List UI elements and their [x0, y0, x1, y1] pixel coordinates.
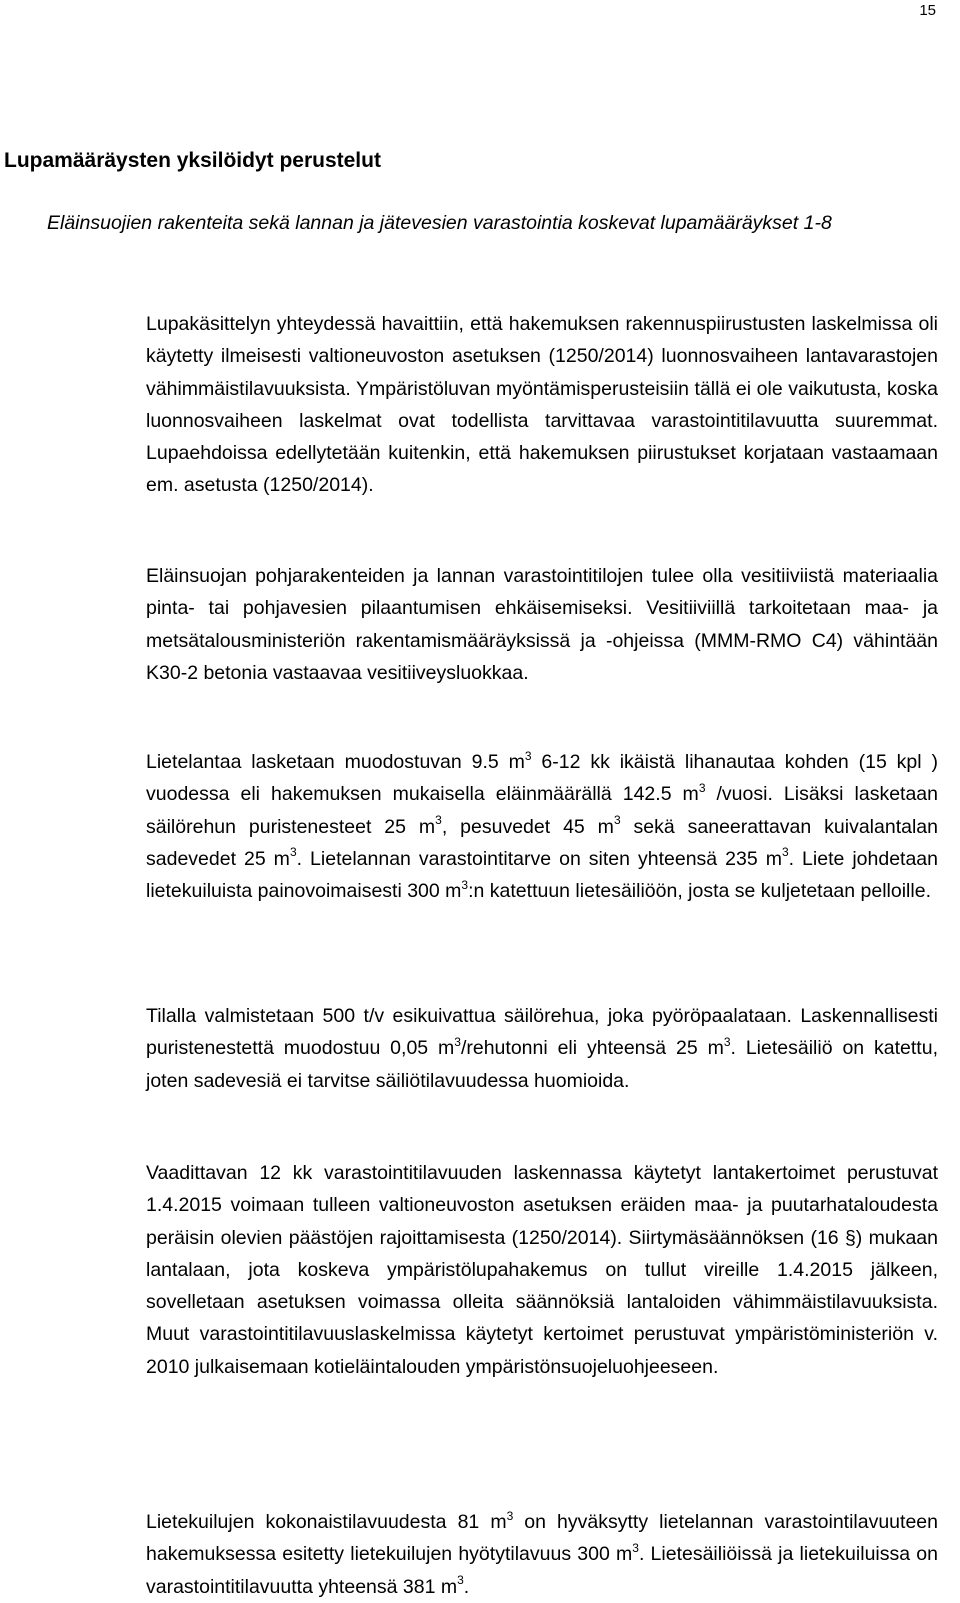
superscript: 3	[435, 813, 442, 828]
paragraph-drawings: Lupakäsittelyn yhteydessä havaittiin, että hakemuksen rakennuspiirustusten laskelmissa oli käytetty ilmeisesti valtioneuvoston asetuksen (1250/2014) luonnosvaiheen lantavarastojen vähimmäistilavuuksista. Ympäristöluvan myöntämisperusteisiin tällä ei ole vaikutusta, koska luonnosvaiheen laskelmat ovat todellista tarvittavaa varastointitilavuutta suuremmat. Lupaehdoissa edellytetään kuitenkin, että hakemuksen piirustukset korjataan vastaamaan em. asetusta (1250/2014).	[146, 313, 938, 497]
superscript: 3	[457, 1573, 464, 1588]
superscript: 3	[613, 813, 621, 828]
section-heading: Lupamääräysten yksilöidyt perustelut	[4, 149, 381, 172]
paragraph-channels: Lietekuilujen kokonaistilavuudesta 81 $m^3$ on hyväksytty lietelannan varastointilavuuteen hakemuksessa esitetty lietekuilujen hyötytilavuus 300 $m^3$. Lietesäiliöissä ja lietekuiluissa on varastointitilavuutta yhteensä 381 $m^3$.	[146, 1508, 938, 1598]
superscript: 3	[506, 1508, 514, 1523]
superscript: 3	[454, 1034, 461, 1049]
paragraph-watertightness: Eläinsuojan pohjarakenteiden ja lannan varastointitilojen tulee olla vesitiiviistä materiaalia pinta- tai pohjavesien pilaantumisen ehkäisemiseksi. Vesitiiviillä tarkoitetaan maa- ja metsätalousministeriön rakentamismääräyksissä ja -ohjeissa (MMM-RMO C4) vähintään K30-2 betonia vastaavaa vesitiiveysluokkaa.	[146, 565, 938, 684]
superscript: 3	[698, 780, 706, 795]
section-subheading: Eläinsuojien rakenteita sekä lannan ja jätevesien varastointia koskevat lupamääräykset 1-8	[47, 212, 832, 234]
superscript: 3	[781, 845, 789, 860]
superscript: 3	[289, 845, 297, 860]
paragraph-silage: Tilalla valmistetaan 500 t/v esikuivattua säilörehua, joka pyöröpaalataan. Laskennallisesti puristenestettä muodostuu 0,05 $m^3$/rehutonni eli yhteensä 25 $m^3$. Lietesäiliö on katettu, joten sadevesiä ei tarvitse säiliötilavuudessa huomioida.	[146, 1005, 938, 1092]
paragraph-slurry-volume: Lietelantaa lasketaan muodostuvan 9.5 $m^3$ 6-12 kk ikäistä lihanautaa kohden (15 kpl ) vuodessa eli hakemuksen mukaisella eläinmäärällä 142.5 $m^3$ /vuosi. Lisäksi lasketaan säilörehun puristenesteet 25 $m^3$, pesuvedet 45 $m^3$ sekä saneerattavan kuivalantalan sadevedet 25 $m^3$. Lietelannan varastointitarve on siten yhteensä 235 $m^3$. Liete johdetaan lietekuiluista painovoimaisesti 300 $m^3:n$ katettuun lietesäiliöön, josta se kuljetetaan pelloille.	[146, 748, 938, 903]
superscript: 3	[723, 1034, 731, 1049]
superscript: 3	[632, 1540, 639, 1555]
paragraph-coefficients: Vaadittavan 12 kk varastointitilavuuden laskennassa käytetyt lantakertoimet perustuvat 1.4.2015 voimaan tulleen valtioneuvoston asetuksen eräiden maa- ja puutarhataloudesta peräisin olevien päästöjen rajoittamisesta (1250/2014). Siirtymäsäännöksen (16 §) mukaan lantalaan, jota koskeva ympäristölupahakemus on tullut vireille 1.4.2015 jälkeen, sovelletaan asetuksen voimassa olleita säännöksiä lantaloiden vähimmäistilavuuksista. Muut varastointitilavuuslaskelmissa käytetyt kertoimet perustuvat ympäristöministeriön v. 2010 julkaisemaan kotieläintalouden ympäristönsuojeluohjeeseen.	[146, 1162, 938, 1378]
superscript: 3	[524, 748, 532, 763]
superscript: 3	[461, 877, 469, 892]
page-number: 15	[919, 2, 936, 19]
